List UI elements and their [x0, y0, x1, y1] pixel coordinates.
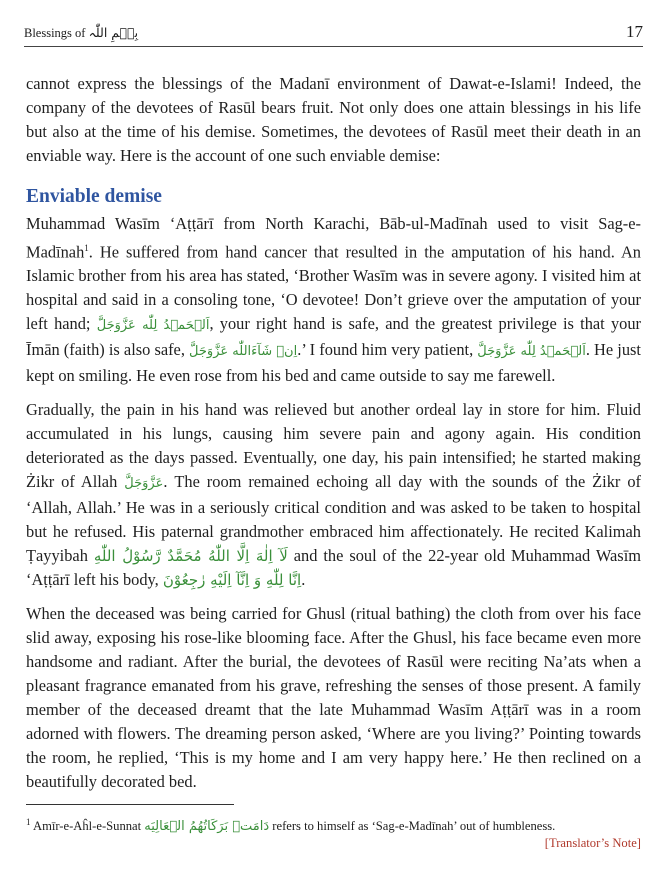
- intro-paragraph: cannot express the blessings of the Madanī environment of Dawat-e-Islami! Indeed, the company of the devotees of Rasūl bears fruit. Not only does one attain blessings in his life but also at the time of his demise. Sometimes, the devotees of Rasūl meet their death in an enviable way. Here is the account of one such enviable demise:: [26, 74, 641, 165]
- running-title: [24, 25, 138, 41]
- arabic-phrase: عَزَّوَجَلَّ: [124, 476, 164, 492]
- footnote: [26, 814, 641, 835]
- footnote-text-a: Amīr-e-Aĥl-e-Sunnat: [32, 819, 145, 834]
- p1-text-b: . He suffered from hand cancer that resulted in the amputation of his hand. An Islamic brother from his area has stated, ‘Brother Wasīm was in severe agony. I visited him at hospital and said in a consoling tone, ‘O devotee! Don’t grieve over the amputation of your left hand;: [26, 242, 641, 334]
- arabic-phrase: اَلۡحَمۡدُ لِلّٰه عَزَّوَجَلَّ: [96, 318, 210, 334]
- p1-text-a: Muhammad Wasīm ‘Aṭṭārī from North Karachi, Bāb-ul-Madīnah used to visit Sag-e-Madīnah: [26, 214, 641, 262]
- p1-text-c: , your right hand is safe, and the greatest privilege is that your Īmān (faith) is also safe,: [26, 314, 642, 360]
- bismillah-text: بِسۡمِ اللّٰہ: [88, 25, 139, 40]
- section-heading: Enviable demise: [26, 186, 162, 207]
- running-title-text: Blessings of: [24, 26, 86, 40]
- arabic-honorific: دَامَتۡ بَرَكَاتُهُمُ الۡعَالِيَه: [144, 819, 270, 835]
- paragraph-2: [26, 398, 641, 592]
- arabic-phrase: اِنۡ شَآءَاللّٰه عَزَّوَجَلَّ: [189, 344, 298, 360]
- p2-text-a: Gradually, the pain in his hand was relieved but another ordeal lay in store for him. Fluid accumulated in his lungs, causing him severe pain and agony again. His condition deteriorated as the days passed. Eventually, one day, his pain intensified; he started making Żikr of Allah: [26, 400, 641, 492]
- p1-text-d: .’ I found him very patient,: [297, 340, 478, 360]
- p2-text-d: .: [301, 570, 306, 590]
- footnote-marker: 1: [84, 243, 89, 253]
- paragraph-1: [26, 212, 641, 388]
- main-content: [26, 72, 641, 794]
- page-number: 17: [626, 22, 643, 41]
- translators-note: [Translator’s Note]: [544, 836, 641, 850]
- footnote-divider: [26, 804, 234, 805]
- page-header: [24, 20, 643, 47]
- footnote-number: 1: [26, 817, 31, 827]
- paragraph-3: When the deceased was being carried for Ghusl (ritual bathing) the cloth from over his face slid away, exposing his rose-like blooming face. After the Ghusl, his face became even more handsome and radiant. After the burial, the devotees of Rasūl were reciting Na’ats when a pleasant fragrance emanated from his grave, refreshing the senses of those present. A family member of the deceased dreamt that the late Muhammad Wasīm Aṭṭārī was in a room adorned with flowers. The dreaming person asked, ‘Where are you living?’ Pointing towards the room, he replied, ‘This is my home and I am very happy here.’ He then reclined on a beautifully decorated bed.: [26, 604, 641, 792]
- arabic-phrase: اَلۡحَمۡدُ لِلّٰه عَزَّوَجَلَّ: [477, 344, 586, 360]
- p2-text-b: . The room remained echoing all day with the sounds of the Żikr of ‘Allah, Allah.’ He was in a seriously critical condition and was asked to be taken to hospital but he refused. His paternal grandmother embraced him affectionately. He recited Kalimah Ṭayyibah: [26, 472, 641, 566]
- arabic-kalimah: لَآ اِلٰهَ اِلَّا اللّٰهُ مُحَمَّدٌ رَّسُوْلُ اللّٰهِ: [93, 547, 288, 566]
- footnote-text-b: refers to himself as ‘Sag-e-Madīnah’ out of humbleness.: [269, 819, 556, 834]
- p2-text-c: and the soul of the 22-year old Muhammad Wasīm ‘Aṭṭārī left his body,: [26, 546, 641, 590]
- p1-text-e: . He just kept on smiling. He even rose from his bed and came outside to say me farewell.: [26, 340, 641, 386]
- arabic-phrase: اِنَّا لِلّٰهِ وَ اِنَّآ اِلَيْهِ رٰجِعُوْنَ: [162, 571, 302, 590]
